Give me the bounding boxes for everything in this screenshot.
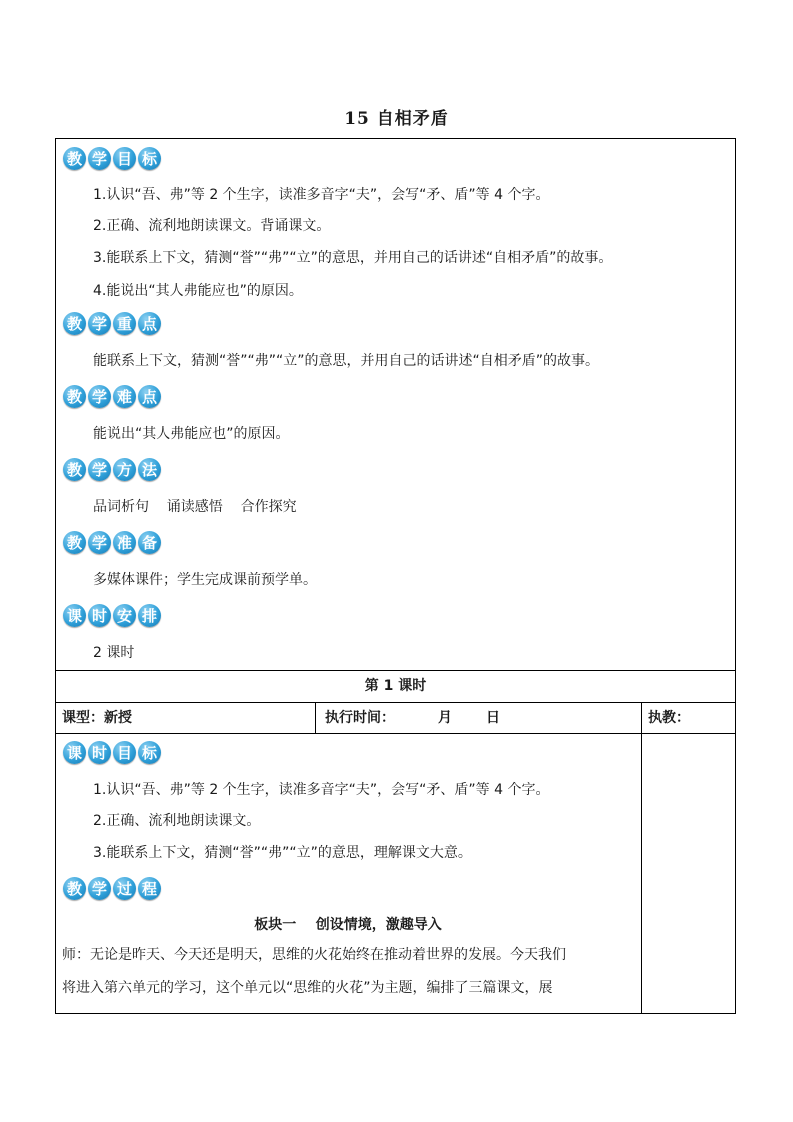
header-char: 学 [88,531,111,554]
key-points-text: 能联系上下文，猜测“誉”“弗”“立”的意思，并用自己的话讲述“自相矛盾”的故事。 [93,353,600,369]
header-char: 学 [88,458,111,481]
header-char: 时 [88,604,111,627]
header-char: 教 [63,458,86,481]
header-char: 标 [138,147,161,170]
lesson-objective-item: 1.认识“吾、弗”等 2 个生字，读准多音字“夫”，会写“矛、盾”等 4 个字。 [93,782,550,798]
table-divider [55,702,736,703]
table-divider [315,702,316,734]
table-divider [641,702,642,1014]
section-header-difficulties [63,385,161,411]
header-char: 过 [113,877,136,900]
execution-day: 日 [486,710,500,726]
header-char: 安 [113,604,136,627]
header-char: 排 [138,604,161,627]
lesson-objective-item: 2.正确、流利地朗读课文。 [93,813,261,829]
table-divider [55,670,736,671]
header-char: 目 [113,147,136,170]
teacher-label: 执教： [648,710,690,726]
header-char: 时 [88,741,111,764]
header-char: 点 [138,312,161,335]
header-char: 备 [138,531,161,554]
header-char: 学 [88,385,111,408]
header-char: 教 [63,385,86,408]
header-char: 学 [88,147,111,170]
block-title: 板块一 创设情境，激趣导入 [254,917,442,933]
preparation-text: 多媒体课件；学生完成课前预学单。 [93,572,317,588]
process-paragraph-line: 师：无论是昨天、今天还是明天，思维的火花始终在推动着世界的发展。今天我们 [62,947,566,963]
objective-item: 1.认识“吾、弗”等 2 个生字，读准多音字“夫”，会写“矛、盾”等 4 个字。 [93,187,550,203]
header-char: 目 [113,741,136,764]
header-char: 教 [63,531,86,554]
methods-text: 品词析句 诵读感悟 合作探究 [93,499,297,515]
header-char: 方 [113,458,136,481]
header-char: 准 [113,531,136,554]
process-paragraph-line: 将进入第六单元的学习，这个单元以“思维的火花”为主题，编排了三篇课文，展 [62,980,553,996]
lesson-heading: 第 1 课时 [364,678,427,694]
header-char: 学 [88,877,111,900]
lesson-type: 课型：新授 [62,710,132,726]
header-char: 课 [63,741,86,764]
section-header-key-points [63,312,161,338]
objective-item: 3.能联系上下文，猜测“誉”“弗”“立”的意思，并用自己的话讲述“自相矛盾”的故事。 [93,250,613,266]
execution-month: 月 [438,710,452,726]
header-char: 法 [138,458,161,481]
section-header-objectives [63,147,161,173]
header-char: 教 [63,147,86,170]
header-char: 难 [113,385,136,408]
objective-item: 2.正确、流利地朗读课文。背诵课文。 [93,218,331,234]
section-header-methods [63,458,161,484]
header-char: 程 [138,877,161,900]
header-char: 标 [138,741,161,764]
section-header-process [63,877,161,903]
document-title: 15 自相矛盾 [344,109,449,129]
header-char: 学 [88,312,111,335]
header-char: 教 [63,877,86,900]
header-char: 课 [63,604,86,627]
header-char: 教 [63,312,86,335]
schedule-text: 2 课时 [93,645,135,661]
section-header-schedule [63,604,161,630]
table-divider [55,733,736,734]
header-char: 重 [113,312,136,335]
section-header-preparation [63,531,161,557]
lesson-objective-item: 3.能联系上下文，猜测“誉”“弗”“立”的意思，理解课文大意。 [93,845,472,861]
execution-time-label: 执行时间： [325,710,395,726]
difficulties-text: 能说出“其人弗能应也”的原因。 [93,426,290,442]
section-header-lesson-objectives [63,741,161,767]
header-char: 点 [138,385,161,408]
objective-item: 4.能说出“其人弗能应也”的原因。 [93,283,303,299]
